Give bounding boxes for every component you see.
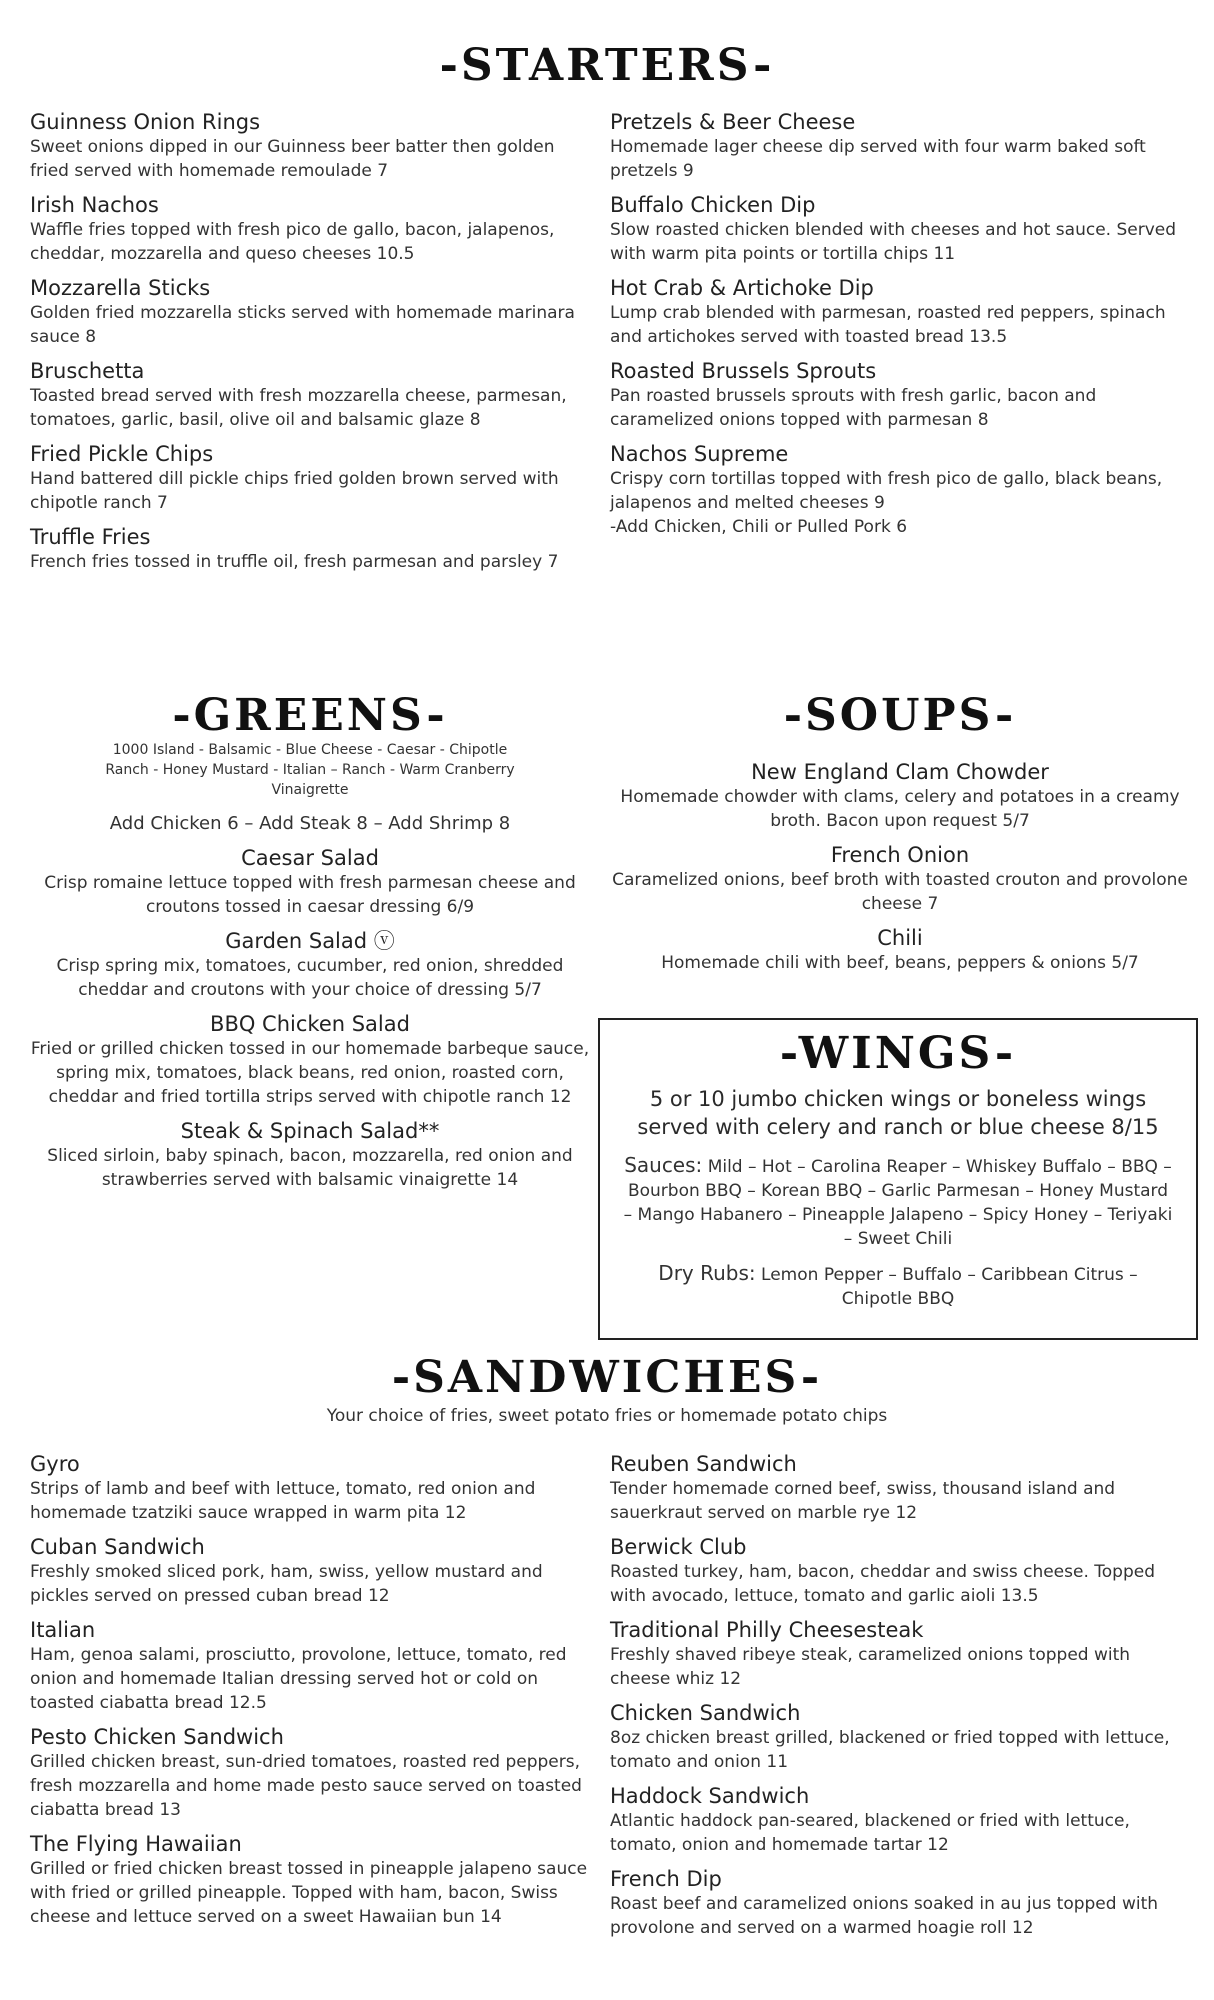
item-name: BBQ Chicken Salad xyxy=(210,1012,410,1036)
menu-item xyxy=(610,110,1180,183)
item-name: Chili xyxy=(877,926,923,950)
item-name: Irish Nachos xyxy=(30,193,159,217)
dry-rubs-list: Lemon Pepper – Buffalo – Caribbean Citrus – Chipotle BBQ xyxy=(761,1265,1138,1309)
menu-item xyxy=(610,760,1190,833)
item-description: 8oz chicken breast grilled, blackened or fried topped with lettuce, tomato and onion 11 xyxy=(610,1728,1170,1772)
menu-item xyxy=(610,359,1180,432)
item-name: Gyro xyxy=(30,1452,80,1476)
greens-column xyxy=(30,740,590,1202)
item-name: Hot Crab & Artichoke Dip xyxy=(610,276,874,300)
item-name: Roasted Brussels Sprouts xyxy=(610,359,877,383)
item-description: Sliced sirloin, baby spinach, bacon, mozzarella, red onion and strawberries served with balsamic vinaigrette 14 xyxy=(47,1146,573,1190)
item-name: Traditional Philly Cheesesteak xyxy=(610,1618,924,1642)
soups-heading: -SOUPS- xyxy=(783,690,1017,741)
item-description: Waffle fries topped with fresh pico de gallo, bacon, jalapenos, cheddar, mozzarella and queso cheeses 10.5 xyxy=(30,220,555,264)
menu-item xyxy=(30,525,590,574)
item-description: Atlantic haddock pan-seared, blackened or fried with lettuce, tomato, onion and homemade tartar 12 xyxy=(610,1811,1130,1855)
menu-item xyxy=(30,359,590,432)
item-name: Buffalo Chicken Dip xyxy=(610,193,816,217)
menu-item xyxy=(610,926,1190,975)
item-description: Homemade chowder with clams, celery and potatoes in a creamy broth. Bacon upon request 5/7 xyxy=(620,787,1180,831)
item-name: Pesto Chicken Sandwich xyxy=(30,1725,284,1749)
menu-item xyxy=(30,1832,590,1929)
item-description: Fried or grilled chicken tossed in our homemade barbeque sauce, spring mix, tomatoes, black beans, red onion, roasted corn, cheddar and fried tortilla strips served with chipotle ranch 12 xyxy=(30,1039,590,1107)
sandwiches-right-column xyxy=(610,1452,1180,1950)
item-description: Tender homemade corned beef, swiss, thousand island and sauerkraut served on marble rye 12 xyxy=(610,1479,1116,1523)
menu-item xyxy=(30,1618,590,1715)
item-description: Freshly smoked sliced pork, ham, swiss, yellow mustard and pickles served on pressed cuban bread 12 xyxy=(30,1562,543,1606)
item-description: Strips of lamb and beef with lettuce, tomato, red onion and homemade tzatziki sauce wrapped in warm pita 12 xyxy=(30,1479,536,1523)
item-name: Guinness Onion Rings xyxy=(30,110,261,134)
item-description: Crispy corn tortillas topped with fresh pico de gallo, black beans, jalapenos and melted cheeses 9 xyxy=(610,469,1163,513)
item-name: Nachos Supreme xyxy=(610,442,789,466)
menu-item xyxy=(610,1535,1180,1608)
item-description: Roasted turkey, ham, bacon, cheddar and swiss cheese. Topped with avocado, lettuce, tomato and garlic aioli 13.5 xyxy=(610,1562,1155,1606)
item-name: New England Clam Chowder xyxy=(751,760,1049,784)
menu-item xyxy=(610,1701,1180,1774)
menu-item xyxy=(610,193,1180,266)
item-name: Cuban Sandwich xyxy=(30,1535,205,1559)
wings-box xyxy=(598,1018,1198,1340)
item-description: Freshly shaved ribeye steak, caramelized onions topped with cheese whiz 12 xyxy=(610,1645,1131,1689)
item-name: Fried Pickle Chips xyxy=(30,442,214,466)
item-description: Toasted bread served with fresh mozzarella cheese, parmesan, tomatoes, garlic, basil, olive oil and balsamic glaze 8 xyxy=(30,386,567,430)
menu-item xyxy=(610,1618,1180,1691)
menu-item xyxy=(30,193,590,266)
menu-item xyxy=(610,1452,1180,1525)
menu-item xyxy=(610,1867,1180,1940)
menu-item xyxy=(30,110,590,183)
item-description: Homemade lager cheese dip served with four warm baked soft pretzels 9 xyxy=(610,137,1146,181)
item-description: French fries tossed in truffle oil, fresh parmesan and parsley 7 xyxy=(30,552,559,572)
menu-item xyxy=(30,1725,590,1822)
item-description: Lump crab blended with parmesan, roasted red peppers, spinach and artichokes served with toasted bread 13.5 xyxy=(610,303,1166,347)
item-name: Haddock Sandwich xyxy=(610,1784,810,1808)
item-description: Golden fried mozzarella sticks served with homemade marinara sauce 8 xyxy=(30,303,575,347)
item-name: Garden Salad ⓥ xyxy=(225,929,395,953)
item-name: Steak & Spinach Salad** xyxy=(180,1119,440,1143)
item-name: Italian xyxy=(30,1618,96,1642)
item-description: Pan roasted brussels sprouts with fresh garlic, bacon and caramelized onions topped with parmesan 8 xyxy=(610,386,1097,430)
item-name: Truffle Fries xyxy=(30,525,151,549)
menu-item xyxy=(610,1784,1180,1857)
item-name: Mozzarella Sticks xyxy=(30,276,211,300)
item-addon: -Add Chicken, Chili or Pulled Pork 6 xyxy=(610,517,908,537)
sauces-list: Mild – Hot – Carolina Reaper – Whiskey Buffalo – BBQ – Bourbon BBQ – Korean BBQ – Garlic Parmesan – Honey Mustard – Mango Habanero – Pineapple Jalapeno – Spicy Honey – Teriyaki – Sweet Chili xyxy=(623,1157,1173,1249)
menu-item xyxy=(30,1535,590,1608)
starters-heading: -STARTERS- xyxy=(439,40,775,91)
menu-item xyxy=(610,276,1180,349)
starters-right-column xyxy=(610,110,1180,539)
menu-item xyxy=(610,843,1190,916)
dressing-list: 1000 Island - Balsamic - Blue Cheese - Caesar - Chipotle Ranch - Honey Mustard - Italian – Ranch - Warm Cranberry Vinaigrette xyxy=(105,742,515,798)
greens-heading: -GREENS- xyxy=(172,690,448,741)
soups-column xyxy=(610,760,1190,985)
menu-item xyxy=(30,929,590,1002)
item-name: Pretzels & Beer Cheese xyxy=(610,110,856,134)
item-description: Grilled or fried chicken breast tossed in pineapple jalapeno sauce with fried or grilled pineapple. Topped with ham, bacon, Swiss cheese and lettuce served on a sweet Hawaiian bun 14 xyxy=(30,1859,588,1927)
item-description: Crisp spring mix, tomatoes, cucumber, red onion, shredded cheddar and croutons with your choice of dressing 5/7 xyxy=(56,956,564,1000)
item-name: Bruschetta xyxy=(30,359,145,383)
menu-item xyxy=(610,442,1180,539)
starters-left-column xyxy=(30,110,590,584)
wings-heading: -WINGS- xyxy=(779,1028,1017,1079)
greens-addons: Add Chicken 6 – Add Steak 8 – Add Shrimp 8 xyxy=(109,813,511,834)
menu-item xyxy=(30,1452,590,1525)
item-name: Reuben Sandwich xyxy=(610,1452,797,1476)
sauces-label: Sauces: xyxy=(624,1153,703,1177)
wings-description: 5 or 10 jumbo chicken wings or boneless wings served with celery and ranch or blue cheese 8/15 xyxy=(637,1087,1159,1139)
item-name: French Onion xyxy=(830,843,970,867)
menu-item xyxy=(30,1119,590,1192)
item-description: Crisp romaine lettuce topped with fresh parmesan cheese and croutons tossed in caesar dressing 6/9 xyxy=(44,873,576,917)
item-description: Hand battered dill pickle chips fried golden brown served with chipotle ranch 7 xyxy=(30,469,559,513)
item-description: Sweet onions dipped in our Guinness beer batter then golden fried served with homemade remoulade 7 xyxy=(30,137,555,181)
item-description: Slow roasted chicken blended with cheeses and hot sauce. Served with warm pita points or tortilla chips 11 xyxy=(610,220,1177,264)
sandwiches-heading: -SANDWICHES- xyxy=(391,1352,823,1403)
menu-item xyxy=(30,1012,590,1109)
item-name: The Flying Hawaiian xyxy=(30,1832,242,1856)
dry-rubs-label: Dry Rubs: xyxy=(658,1261,756,1285)
menu-item xyxy=(30,442,590,515)
sandwiches-left-column xyxy=(30,1452,590,1939)
wings-sauces xyxy=(600,1149,1196,1257)
menu-item xyxy=(30,276,590,349)
item-description: Homemade chili with beef, beans, peppers & onions 5/7 xyxy=(661,953,1139,973)
item-name: Caesar Salad xyxy=(241,846,379,870)
item-description: Roast beef and caramelized onions soaked in au jus topped with provolone and served on a warmed hoagie roll 12 xyxy=(610,1894,1159,1938)
sandwiches-subtitle: Your choice of fries, sweet potato fries or homemade potato chips xyxy=(326,1406,888,1426)
item-description: Ham, genoa salami, prosciutto, provolone, lettuce, tomato, red onion and homemade Italian dressing served hot or cold on toasted ciabatta bread 12.5 xyxy=(30,1645,567,1713)
menu-item xyxy=(30,846,590,919)
item-description: Grilled chicken breast, sun-dried tomatoes, roasted red peppers, fresh mozzarella and home made pesto sauce served on toasted ciabatta bread 13 xyxy=(30,1752,582,1820)
item-name: Chicken Sandwich xyxy=(610,1701,801,1725)
item-description: Caramelized onions, beef broth with toasted crouton and provolone cheese 7 xyxy=(612,870,1188,914)
wings-dry-rubs xyxy=(600,1257,1196,1315)
item-name: French Dip xyxy=(610,1867,722,1891)
item-name: Berwick Club xyxy=(610,1535,747,1559)
